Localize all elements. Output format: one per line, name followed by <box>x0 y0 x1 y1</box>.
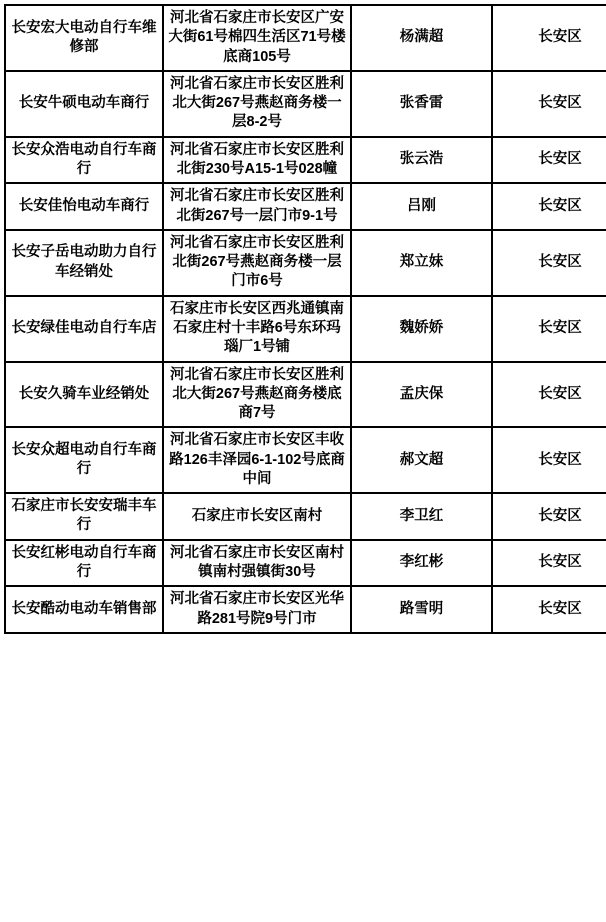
table-row <box>5 296 606 362</box>
cell-name: 长安牛硕电动车商行 <box>5 71 163 137</box>
cell-name: 长安众浩电动自行车商行 <box>5 137 163 184</box>
cell-area: 长安区 <box>492 362 606 428</box>
cell-address: 河北省石家庄市长安区胜利北街267号一层门市9-1号 <box>163 183 351 230</box>
cell-area: 长安区 <box>492 183 606 230</box>
cell-address: 河北省石家庄市长安区广安大街61号棉四生活区71号楼底商105号 <box>163 5 351 71</box>
cell-name: 长安佳怡电动车商行 <box>5 183 163 230</box>
cell-person: 魏娇娇 <box>351 296 492 362</box>
cell-person: 吕刚 <box>351 183 492 230</box>
cell-name: 长安众超电动自行车商行 <box>5 427 163 493</box>
cell-area: 长安区 <box>492 137 606 184</box>
table-row <box>5 183 606 230</box>
cell-name: 长安绿佳电动自行车店 <box>5 296 163 362</box>
cell-person: 李卫红 <box>351 493 492 540</box>
cell-name: 石家庄市长安安瑞丰车行 <box>5 493 163 540</box>
table-row <box>5 137 606 184</box>
cell-address: 河北省石家庄市长安区胜利北街267号燕赵商务楼一层门市6号 <box>163 230 351 296</box>
cell-address: 河北省石家庄市长安区胜利北街230号A15-1号028幢 <box>163 137 351 184</box>
cell-name: 长安久骑车业经销处 <box>5 362 163 428</box>
cell-area: 长安区 <box>492 230 606 296</box>
table-row <box>5 540 606 587</box>
cell-area: 长安区 <box>492 296 606 362</box>
cell-address: 石家庄市长安区西兆通镇南石家庄村十丰路6号东环玛瑙厂1号铺 <box>163 296 351 362</box>
cell-person: 张香雷 <box>351 71 492 137</box>
table-row <box>5 362 606 428</box>
table-row <box>5 586 606 633</box>
table-body <box>5 5 606 633</box>
cell-person: 张云浩 <box>351 137 492 184</box>
cell-address: 石家庄市长安区南村 <box>163 493 351 540</box>
cell-area: 长安区 <box>492 540 606 587</box>
cell-area: 长安区 <box>492 5 606 71</box>
cell-address: 河北省石家庄市长安区南村镇南村强镇街30号 <box>163 540 351 587</box>
cell-person: 郝文超 <box>351 427 492 493</box>
table-row <box>5 71 606 137</box>
cell-person: 路雪明 <box>351 586 492 633</box>
cell-name: 长安子岳电动助力自行车经销处 <box>5 230 163 296</box>
cell-name: 长安红彬电动自行车商行 <box>5 540 163 587</box>
cell-address: 河北省石家庄市长安区丰收路126丰泽园6-1-102号底商中间 <box>163 427 351 493</box>
cell-name: 长安酷动电动车销售部 <box>5 586 163 633</box>
cell-address: 河北省石家庄市长安区胜利北大街267号燕赵商务楼一层8-2号 <box>163 71 351 137</box>
cell-person: 杨满超 <box>351 5 492 71</box>
table-row <box>5 230 606 296</box>
table-row <box>5 493 606 540</box>
cell-area: 长安区 <box>492 427 606 493</box>
cell-area: 长安区 <box>492 71 606 137</box>
cell-area: 长安区 <box>492 493 606 540</box>
cell-address: 河北省石家庄市长安区光华路281号院9号门市 <box>163 586 351 633</box>
cell-person: 孟庆保 <box>351 362 492 428</box>
cell-address: 河北省石家庄市长安区胜利北大街267号燕赵商务楼底商7号 <box>163 362 351 428</box>
cell-area: 长安区 <box>492 586 606 633</box>
cell-name: 长安宏大电动自行车维修部 <box>5 5 163 71</box>
business-registry-table <box>4 4 606 634</box>
table-row <box>5 5 606 71</box>
cell-person: 郑立妹 <box>351 230 492 296</box>
cell-person: 李红彬 <box>351 540 492 587</box>
table-row <box>5 427 606 493</box>
